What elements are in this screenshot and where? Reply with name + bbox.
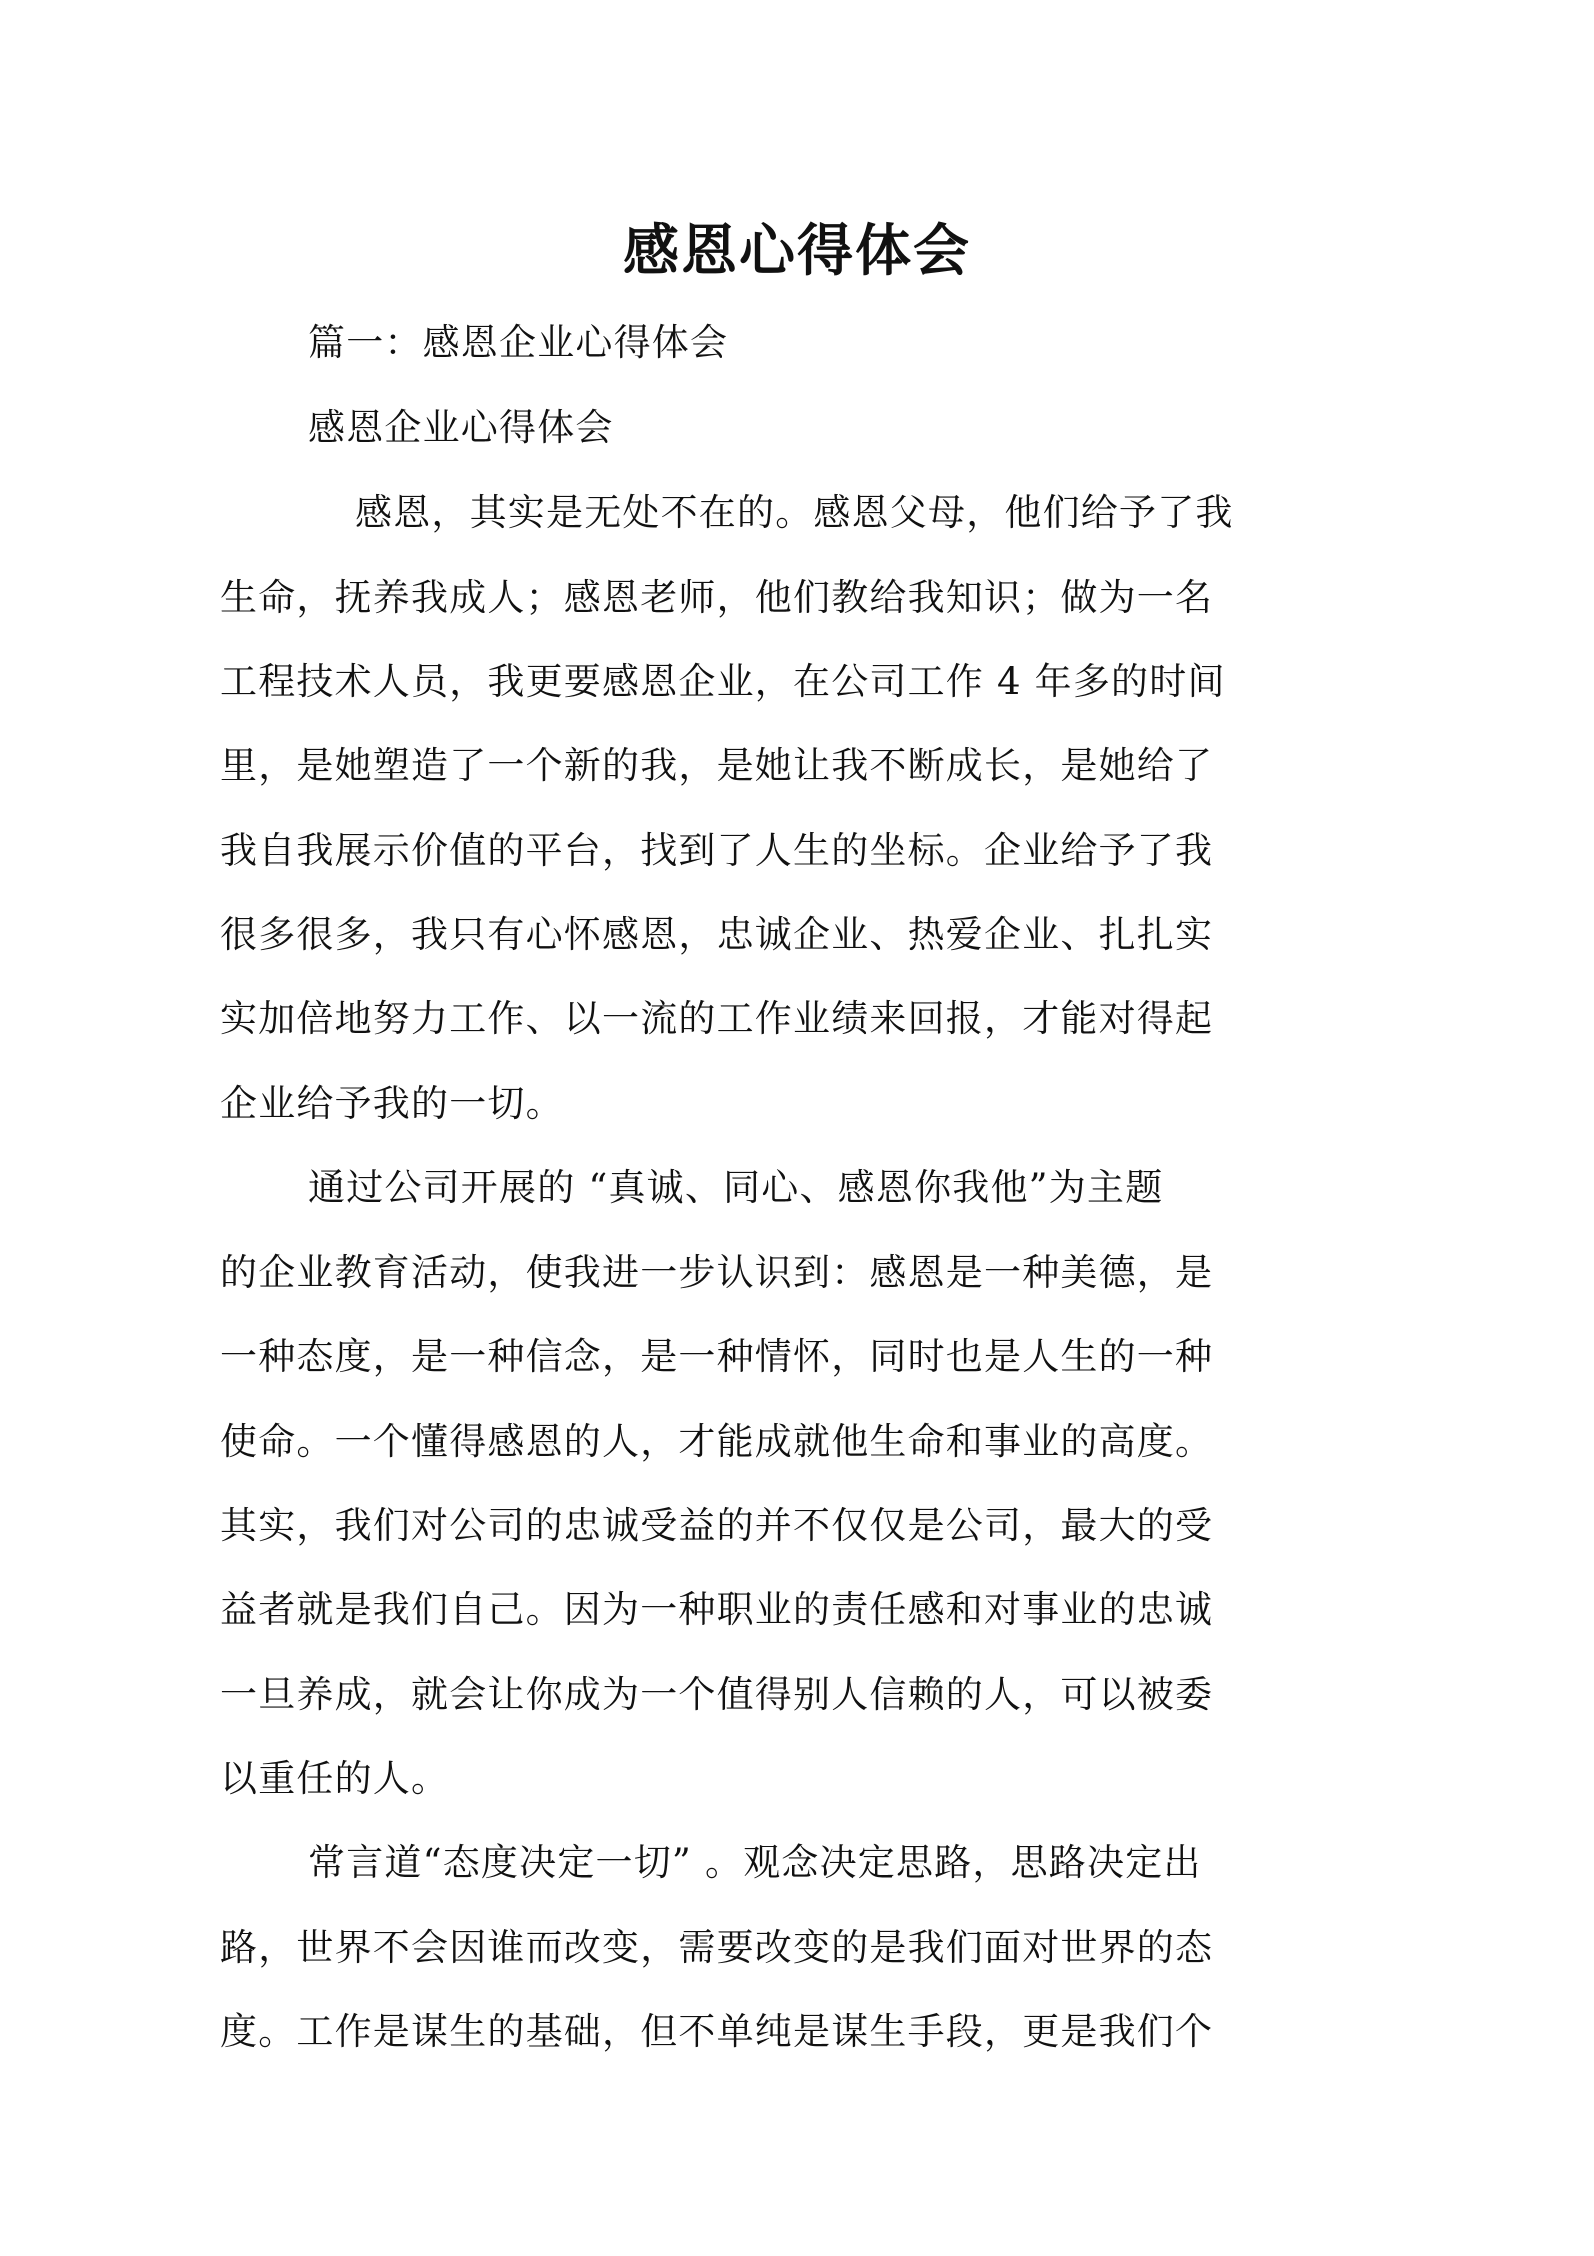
paragraph-line: 通过公司开展的 “真诚、同心、感恩你我他”为主题 <box>308 1166 1164 1209</box>
paragraph-line: 很多很多，我只有心怀感恩，忠诚企业、热爱企业、扎扎实 <box>220 913 1214 956</box>
paragraph-line: 我自我展示价值的平台，找到了人生的坐标。企业给予了我 <box>220 829 1214 872</box>
paragraph-line: 其实，我们对公司的忠诚受益的并不仅仅是公司，最大的受 <box>220 1504 1214 1547</box>
paragraph-line: 生命，抚养我成人；感恩老师，他们教给我知识；做为一名 <box>220 576 1214 619</box>
paragraph-line: 益者就是我们自己。因为一种职业的责任感和对事业的忠诚 <box>220 1588 1214 1631</box>
paragraph-line: 使命。一个懂得感恩的人，才能成就他生命和事业的高度。 <box>220 1420 1214 1463</box>
section-heading: 篇一：感恩企业心得体会 <box>308 321 729 364</box>
sub-heading: 感恩企业心得体会 <box>308 406 614 449</box>
paragraph-line: 一旦养成，就会让你成为一个值得别人信赖的人，可以被委 <box>220 1673 1214 1716</box>
paragraph-line: 的企业教育活动，使我进一步认识到：感恩是一种美德，是 <box>220 1251 1214 1294</box>
paragraph-line: 里，是她塑造了一个新的我，是她让我不断成长，是她给了 <box>220 744 1214 787</box>
paragraph-line: 企业给予我的一切。 <box>220 1082 564 1125</box>
paragraph-line: 工程技术人员，我更要感恩企业，在公司工作 4 年多的时间 <box>220 660 1226 703</box>
paragraph-line: 实加倍地努力工作、以一流的工作业绩来回报，才能对得起 <box>220 997 1214 1040</box>
paragraph-line: 感恩，其实是无处不在的。感恩父母，他们给予了我 <box>355 491 1234 534</box>
paragraph-line: 以重任的人。 <box>220 1757 450 1800</box>
document-title: 感恩心得体会 <box>623 219 971 284</box>
paragraph-line: 度。工作是谋生的基础，但不单纯是谋生手段，更是我们个 <box>220 2010 1214 2053</box>
paragraph-line: 一种态度，是一种信念，是一种情怀，同时也是人生的一种 <box>220 1335 1214 1378</box>
paragraph-line: 路，世界不会因谁而改变，需要改变的是我们面对世界的态 <box>220 1926 1214 1969</box>
paragraph-line: 常言道“态度决定一切” 。观念决定思路，思路决定出 <box>308 1841 1202 1884</box>
